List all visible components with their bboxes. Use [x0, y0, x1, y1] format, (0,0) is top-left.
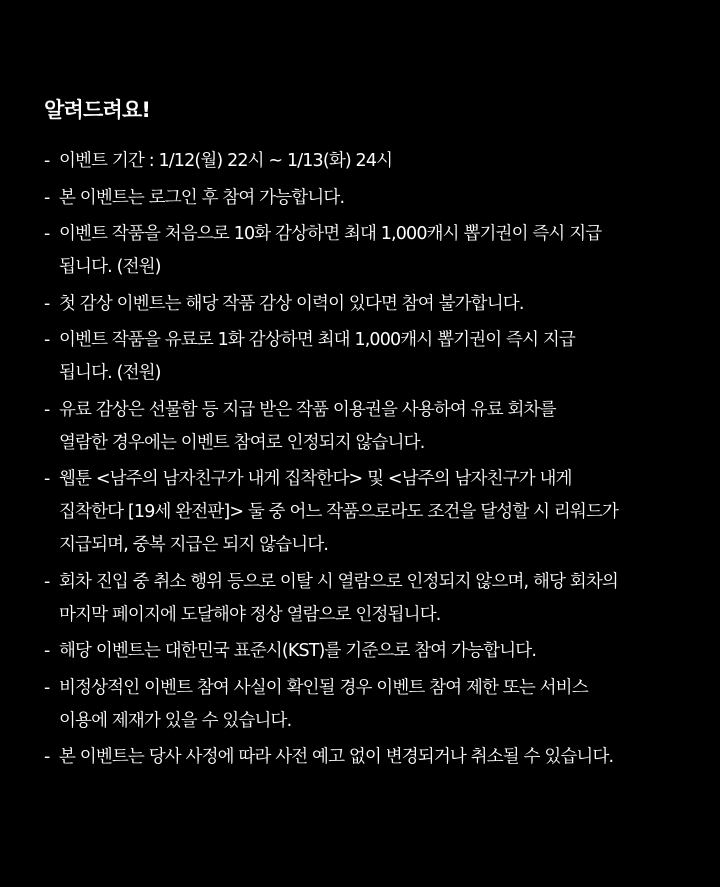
- notice-item-text: 마지막 페이지에 도달해야 정상 열람으로 인정됩니다.: [59, 604, 441, 625]
- bullet-dash: -: [44, 293, 50, 314]
- bullet-dash: -: [44, 677, 50, 698]
- notice-item: [44, 324, 684, 390]
- notice-item-text: 웹툰 <남주의 남자친구가 내게 집착한다> 및 <남주의 남자친구가 내게: [59, 469, 572, 489]
- notice-item-text: 회차 진입 중 취소 행위 등으로 이탈 시 열람으로 인정되지 않으며, 해당 회차의: [59, 571, 618, 592]
- notice-item: [44, 463, 684, 562]
- notice-item-text: 지급되며, 중복 지급은 되지 않습니다.: [59, 535, 329, 555]
- notice-item-text: 이벤트 작품을 유료로 1화 감상하면 최대 1,000캐시 뽑기권이 즉시 지급: [59, 330, 575, 350]
- notice-item-text: 됩니다. (전원): [59, 257, 161, 277]
- notice-item-text: 본 이벤트는 로그인 후 참여 가능합니다.: [59, 187, 345, 208]
- notice-item: [44, 145, 684, 178]
- notice-item-text: 비정상적인 이벤트 참여 사실이 확인될 경우 이벤트 참여 제한 또는 서비스: [59, 677, 588, 698]
- notice-item-text: 이용에 제재가 있을 수 있습니다.: [59, 710, 292, 731]
- bullet-dash: -: [44, 187, 50, 208]
- notice-section: [44, 95, 684, 778]
- bullet-dash: -: [44, 399, 50, 420]
- bullet-dash: -: [44, 571, 50, 592]
- notice-item: [44, 635, 684, 668]
- notice-item-text: 이벤트 기간 : 1/12(월) 22시 ~ 1/13(화) 24시: [59, 151, 393, 171]
- bullet-dash: -: [44, 330, 50, 350]
- notice-item-text: 본 이벤트는 당사 사정에 따라 사전 예고 없이 변경되거나 취소될 수 있습니다.: [59, 747, 614, 767]
- notice-item: [44, 182, 684, 215]
- notice-item: [44, 394, 684, 460]
- notice-item: [44, 672, 684, 738]
- notice-list: [44, 145, 684, 774]
- notice-item-text: 해당 이벤트는 대한민국 표준시(KST)를 기준으로 참여 가능합니다.: [59, 641, 537, 661]
- notice-title: 알려드려요!: [44, 98, 151, 122]
- notice-item-text: 유료 감상은 선물함 등 지급 받은 작품 이용권을 사용하여 유료 회차를: [59, 399, 556, 420]
- bullet-dash: -: [44, 151, 50, 171]
- notice-item: [44, 741, 684, 774]
- bullet-dash: -: [44, 224, 50, 244]
- notice-item-text: 이벤트 작품을 처음으로 10화 감상하면 최대 1,000캐시 뽑기권이 즉시 지급: [59, 224, 602, 244]
- notice-item-text: 됩니다. (전원): [59, 363, 161, 383]
- notice-item-text: 첫 감상 이벤트는 해당 작품 감상 이력이 있다면 참여 불가합니다.: [59, 293, 524, 314]
- bullet-dash: -: [44, 747, 50, 767]
- notice-item: [44, 218, 684, 284]
- notice-item-text: 집착한다 [19세 완전판]> 둘 중 어느 작품으로라도 조건을 달성할 시 리워드가: [59, 502, 619, 522]
- bullet-dash: -: [44, 641, 50, 661]
- notice-item: [44, 566, 684, 632]
- bullet-dash: -: [44, 469, 50, 489]
- notice-item-text: 열람한 경우에는 이벤트 참여로 인정되지 않습니다.: [59, 432, 425, 453]
- notice-item: [44, 288, 684, 321]
